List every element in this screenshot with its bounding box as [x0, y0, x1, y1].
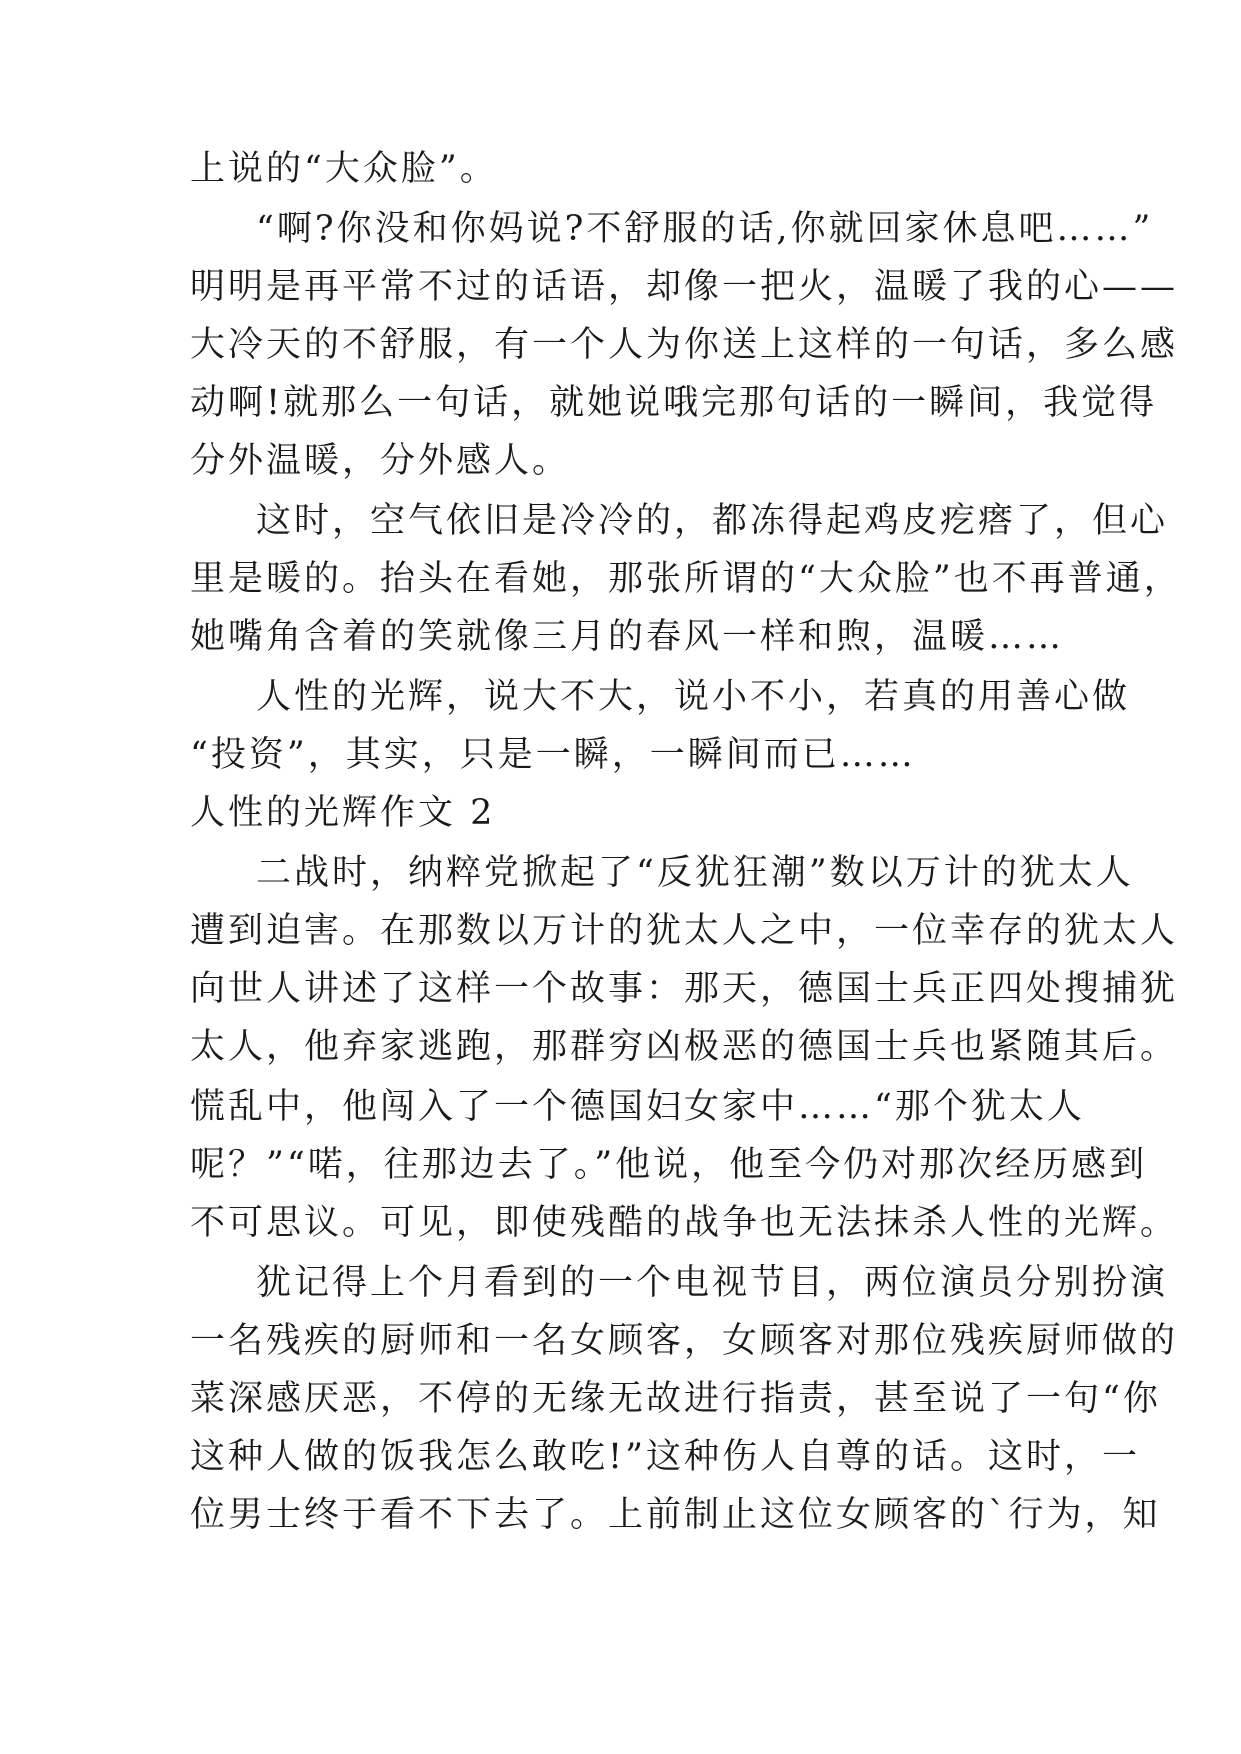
text-line: 慌乱中，他闯入了一个德国妇女家中……“那个犹太人: [190, 1087, 1085, 1127]
text-line: 犹记得上个月看到的一个电视节目，两位演员分别扮演: [256, 1263, 1169, 1303]
text-line: 一名残疾的厨师和一名女顾客，女顾客对那位残疾厨师做的: [190, 1321, 1179, 1361]
text-line: 分外温暖，分外感人。: [190, 441, 571, 481]
text-line: 这种人做的饭我怎么敢吃!”这种伤人自尊的话。这时，一: [190, 1437, 1140, 1477]
text-line: 位男士终于看不下去了。上前制止这位女顾客的`行为，知: [190, 1495, 1161, 1535]
text-line: “投资”，其实，只是一瞬，一瞬间而已……: [190, 735, 916, 775]
text-line: 太人，他弃家逃跑，那群穷凶极恶的德国士兵也紧随其后。: [190, 1027, 1179, 1067]
text-line: 不可思议。可见，即使残酷的战争也无法抹杀人性的光辉。: [190, 1203, 1179, 1243]
text-line: 她嘴角含着的笑就像三月的春风一样和煦，温暖……: [190, 617, 1065, 657]
text-line: 菜深感厌恶，不停的无缘无故进行指责，甚至说了一句“你: [190, 1379, 1161, 1419]
text-line: 里是暖的。抬头在看她，那张所谓的“大众脸”也不再普通，: [190, 559, 1182, 599]
text-line: 二战时，纳粹党掀起了“反犹狂潮”数以万计的犹太人: [256, 853, 1134, 893]
text-line: 遭到迫害。在那数以万计的犹太人之中，一位幸存的犹太人: [190, 911, 1179, 951]
text-line: “啊?你没和你妈说?不舒服的话,你就回家休息吧……”: [256, 209, 1154, 249]
text-line: 明明是再平常不过的话语，却像一把火，温暖了我的心——: [190, 267, 1179, 307]
section-heading: 人性的光辉作文 2: [190, 793, 496, 833]
text-line: 这时，空气依旧是冷冷的，都冻得起鸡皮疙瘩了，但心: [256, 501, 1169, 541]
text-line: 向世人讲述了这样一个故事：那天，德国士兵正四处搜捕犹: [190, 969, 1179, 1009]
text-line: 呢？”“喏，往那边去了。”他说，他至今仍对那次经历感到: [190, 1145, 1148, 1185]
text-line: 上说的“大众脸”。: [190, 149, 498, 189]
text-line: 大冷天的不舒服，有一个人为你送上这样的一句话，多么感: [190, 325, 1179, 365]
text-line: 动啊!就那么一句话，就她说哦完那句话的一瞬间，我觉得: [190, 383, 1158, 423]
text-line: 人性的光辉，说大不大，说小不小，若真的用善心做: [256, 677, 1131, 717]
